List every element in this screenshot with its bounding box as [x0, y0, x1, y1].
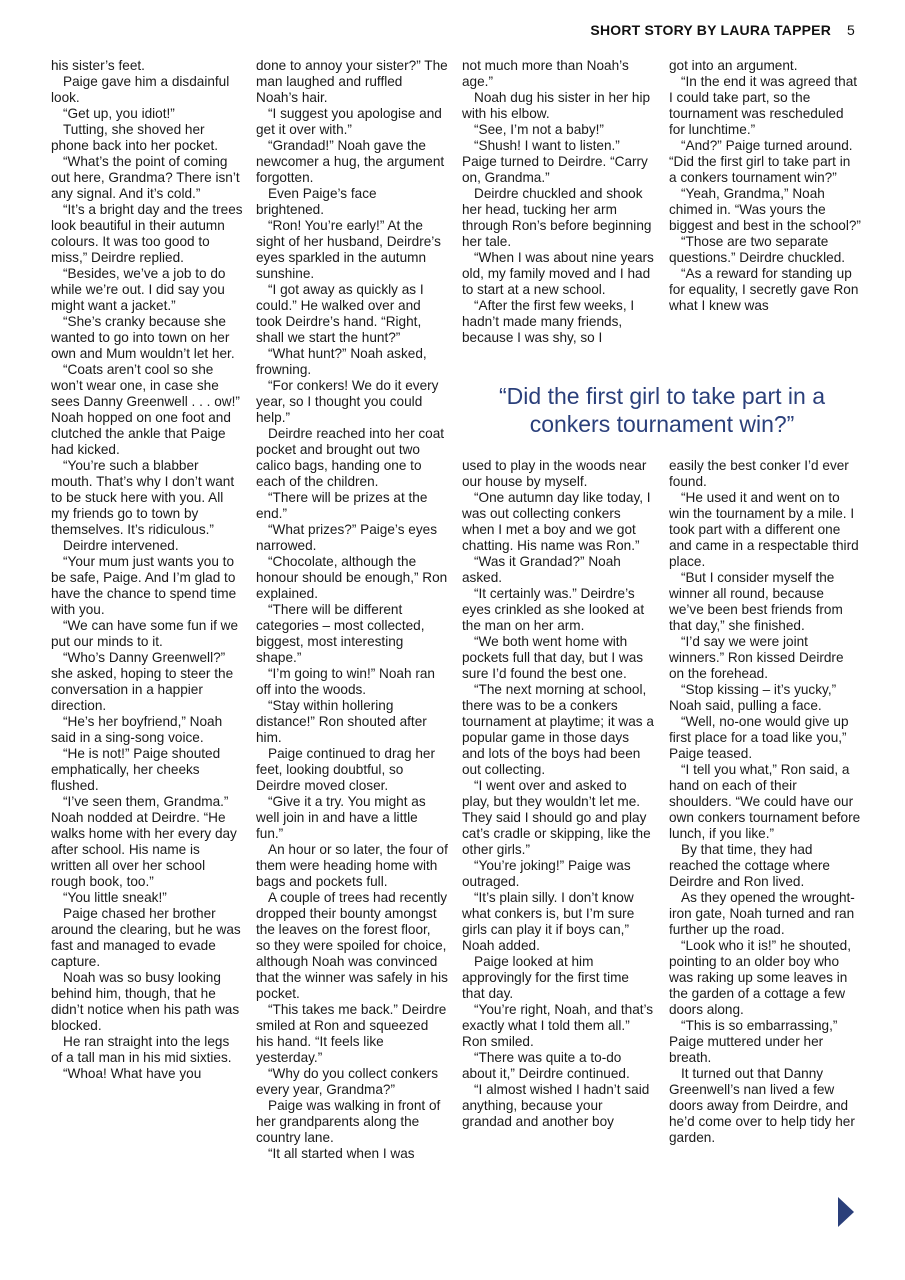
story-paragraph: “There will be prizes at the end.” [256, 490, 428, 521]
story-paragraph: Paige chased her brother around the clearing, but he was fast and managed to evade capture. [51, 906, 241, 969]
story-paragraph: “Stop kissing – it’s yucky,” Noah said, pulling a face. [669, 682, 837, 713]
story-paragraph: “For conkers! We do it every year, so I thought you could help.” [256, 378, 439, 425]
story-paragraph: “The next morning at school, there was to be a conkers tournament at playtime; it was a popular game in those days and lots of the boys had been out collecting. [462, 682, 654, 777]
story-paragraph: “After the first few weeks, I hadn’t made many friends, because I was shy, so I [462, 298, 635, 345]
story-byline: SHORT STORY BY LAURA TAPPER [590, 22, 831, 38]
story-paragraph: “I got away as quickly as I could.” He walked over and took Deirdre’s hand. “Right, shall we start the hunt?” [256, 282, 424, 345]
story-paragraph: used to play in the woods near our house by myself. [462, 458, 647, 489]
story-paragraph: “When I was about nine years old, my family moved and I had to start at a new school. [462, 250, 654, 297]
story-paragraph: easily the best conker I’d ever found. [669, 458, 849, 489]
story-paragraph: not much more than Noah’s age.” [462, 58, 629, 89]
story-paragraph: his sister’s feet. [51, 58, 145, 73]
story-paragraph: “I’m going to win!” Noah ran off into the woods. [256, 666, 435, 697]
continue-arrow-icon [838, 1197, 854, 1227]
story-paragraph: “You’re right, Noah, and that’s exactly what I told them all.” Ron smiled. [462, 1002, 654, 1049]
story-paragraph: “Get up, you idiot!” [63, 106, 175, 121]
story-paragraph: “Yeah, Grandma,” Noah chimed in. “Was yours the biggest and best in the school?” [669, 186, 861, 233]
story-paragraph: “Your mum just wants you to be safe, Paige. And I’m glad to have the chance to spend time with you. [51, 554, 237, 617]
story-paragraph: Tutting, she shoved her phone back into her pocket. [51, 122, 219, 153]
story-paragraph: Deirdre intervened. [63, 538, 179, 553]
story-paragraph: By that time, they had reached the cottage where Deirdre and Ron lived. [669, 842, 830, 889]
story-paragraph: “It’s a bright day and the trees look beautiful in their autumn colours. It was too good to miss,” Deirdre replied. [51, 202, 243, 265]
story-paragraph: Paige was walking in front of her grandparents along the country lane. [256, 1098, 441, 1145]
story-paragraph: got into an argument. [669, 58, 798, 73]
story-column-2 [256, 58, 448, 1162]
story-paragraph: He ran straight into the legs of a tall man in his mid sixties. [51, 1034, 232, 1065]
story-paragraph: “Chocolate, although the honour should be enough,” Ron explained. [256, 554, 448, 601]
story-paragraph: “He used it and went on to win the tournament by a mile. I took part with a different one and came in a respectable third place. [669, 490, 859, 569]
story-paragraph: “There will be different categories – most collected, biggest, most interesting shape.” [256, 602, 425, 665]
story-column-1 [51, 58, 243, 1082]
page-number: 5 [847, 22, 855, 38]
story-paragraph: “In the end it was agreed that I could take part, so the tournament was rescheduled for lunchtime.” [669, 74, 858, 137]
story-paragraph: “Ron! You’re early!” At the sight of her husband, Deirdre’s eyes sparkled in the autumn sunshine. [256, 218, 441, 281]
story-paragraph: “What’s the point of coming out here, Grandma? There isn’t any signal. And it’s cold.” [51, 154, 240, 201]
story-paragraph: An hour or so later, the four of them were heading home with bags and pockets full. [256, 842, 448, 889]
story-paragraph: “Coats aren’t cool so she won’t wear one, in case she sees Danny Greenwell . . . ow!” Noah hopped on one foot and clutched the ankle that Paige had kicked. [51, 362, 240, 457]
story-paragraph: “Grandad!” Noah gave the newcomer a hug, the argument forgotten. [256, 138, 445, 185]
story-paragraph: “It all started when I was [268, 1146, 415, 1161]
story-paragraph: Paige continued to drag her feet, looking doubtful, so Deirdre moved closer. [256, 746, 436, 793]
story-paragraph: “Stay within hollering distance!” Ron shouted after him. [256, 698, 427, 745]
story-paragraph: “As a reward for standing up for equality, I secretly gave Ron what I knew was [669, 266, 859, 313]
story-paragraph: “It certainly was.” Deirdre’s eyes crinkled as she looked at the man on her arm. [462, 586, 645, 633]
story-paragraph: As they opened the wrought-iron gate, Noah turned and ran further up the road. [669, 890, 855, 937]
story-paragraph: “You’re such a blabber mouth. That’s why I don’t want to be stuck here with you. All my friends go to town by themselves. It’s ridiculous.” [51, 458, 235, 537]
story-paragraph: “I tell you what,” Ron said, a hand on each of their shoulders. “We could have our own conkers tournament before lunch, if you like.” [669, 762, 861, 841]
story-paragraph: A couple of trees had recently dropped their bounty amongst the leaves on the forest floor, so they were spoiled for choice, although Noah was convinced that the winner was safely in his pocket. [256, 890, 448, 1001]
story-paragraph: “It’s plain silly. I don’t know what conkers is, but I’m sure girls can play it if boys can,” Noah added. [462, 890, 635, 953]
story-paragraph: done to annoy your sister?” The man laughed and ruffled Noah’s hair. [256, 58, 448, 105]
story-paragraph: Even Paige’s face brightened. [256, 186, 377, 217]
story-paragraph: “I suggest you apologise and get it over with.” [256, 106, 442, 137]
story-paragraph: Noah was so busy looking behind him, though, that he didn’t notice when his path was blocked. [51, 970, 240, 1033]
story-paragraph: “We both went home with pockets full that day, but I was sure I’d found the best one. [462, 634, 644, 681]
story-paragraph: Paige gave him a disdainful look. [51, 74, 230, 105]
story-paragraph: “This takes me back.” Deirdre smiled at Ron and squeezed his hand. “It feels like yesterday.” [256, 1002, 447, 1065]
story-paragraph: “We can have some fun if we put our minds to it. [51, 618, 239, 649]
story-paragraph: “Look who it is!” he shouted, pointing to an older boy who was raking up some leaves in the garden of a cottage a few doors along. [669, 938, 852, 1017]
page-header [590, 22, 855, 38]
story-paragraph: “But I consider myself the winner all round, because we’ve been best friends from that day,” she finished. [669, 570, 843, 633]
story-column-4-top [669, 58, 861, 314]
story-paragraph: “Why do you collect conkers every year, Grandma?” [256, 1066, 438, 1097]
story-paragraph: “You little sneak!” [63, 890, 167, 905]
story-paragraph: “He is not!” Paige shouted emphatically, her cheeks flushed. [51, 746, 221, 793]
story-paragraph: “Well, no-one would give up first place for a toad like you,” Paige teased. [669, 714, 849, 761]
story-paragraph: “I went over and asked to play, but they wouldn’t let me. They said I should go and play cat’s cradle or skipping, like the other girls.” [462, 778, 651, 857]
pull-quote: “Did the first girl to take part in a conkers tournament win?” [499, 383, 825, 437]
story-paragraph: “See, I’m not a baby!” [474, 122, 604, 137]
story-paragraph: “What prizes?” Paige’s eyes narrowed. [256, 522, 437, 553]
story-paragraph: “He’s her boyfriend,” Noah said in a sing-song voice. [51, 714, 223, 745]
story-paragraph: “This is so embarrassing,” Paige muttered under her breath. [669, 1018, 838, 1065]
story-paragraph: “Whoa! What have you [63, 1066, 202, 1081]
story-paragraph: “There was quite a to-do about it,” Deirdre continued. [462, 1050, 630, 1081]
story-paragraph: “I almost wished I hadn’t said anything, because your grandad and another boy [462, 1082, 650, 1129]
story-paragraph: “And?” Paige turned around. “Did the first girl to take part in a conkers tournament win?” [669, 138, 853, 185]
story-paragraph: “Those are two separate questions.” Deirdre chuckled. [669, 234, 846, 265]
story-paragraph: “One autumn day like today, I was out collecting conkers when I met a boy and we got chatting. His name was Ron.” [462, 490, 651, 553]
story-column-3-bottom [462, 458, 654, 1130]
story-paragraph: Noah dug his sister in her hip with his elbow. [462, 90, 651, 121]
story-paragraph: “Was it Grandad?” Noah asked. [462, 554, 621, 585]
story-paragraph: Deirdre chuckled and shook her head, tucking her arm through Ron’s before beginning her tale. [462, 186, 652, 249]
story-paragraph: “Give it a try. You might as well join in and have a little fun.” [256, 794, 426, 841]
story-paragraph: “Who’s Danny Greenwell?” she asked, hoping to steer the conversation in a happier direction. [51, 650, 234, 713]
story-paragraph: “You’re joking!” Paige was outraged. [462, 858, 631, 889]
story-paragraph: Paige looked at him approvingly for the first time that day. [462, 954, 629, 1001]
story-paragraph: “She’s cranky because she wanted to go into town on her own and Mum wouldn’t let her. [51, 314, 235, 361]
story-paragraph: “Besides, we’ve a job to do while we’re out. I did say you might want a jacket.” [51, 266, 226, 313]
story-paragraph: “I’d say we were joint winners.” Ron kissed Deirdre on the forehead. [669, 634, 844, 681]
story-paragraph: It turned out that Danny Greenwell’s nan lived a few doors away from Deirdre, and he’d come over to help tidy her garden. [669, 1066, 855, 1145]
story-column-3-top [462, 58, 654, 346]
story-column-4-bottom [669, 458, 861, 1146]
story-paragraph: “I’ve seen them, Grandma.” Noah nodded at Deirdre. “He walks home with her every day after school. His name is written all over her school rough book, too.” [51, 794, 237, 889]
story-paragraph: “What hunt?” Noah asked, frowning. [256, 346, 427, 377]
story-paragraph: Deirdre reached into her coat pocket and brought out two calico bags, handing one to each of the children. [256, 426, 445, 489]
story-paragraph: “Shush! I want to listen.” Paige turned to Deirdre. “Carry on, Grandma.” [462, 138, 648, 185]
